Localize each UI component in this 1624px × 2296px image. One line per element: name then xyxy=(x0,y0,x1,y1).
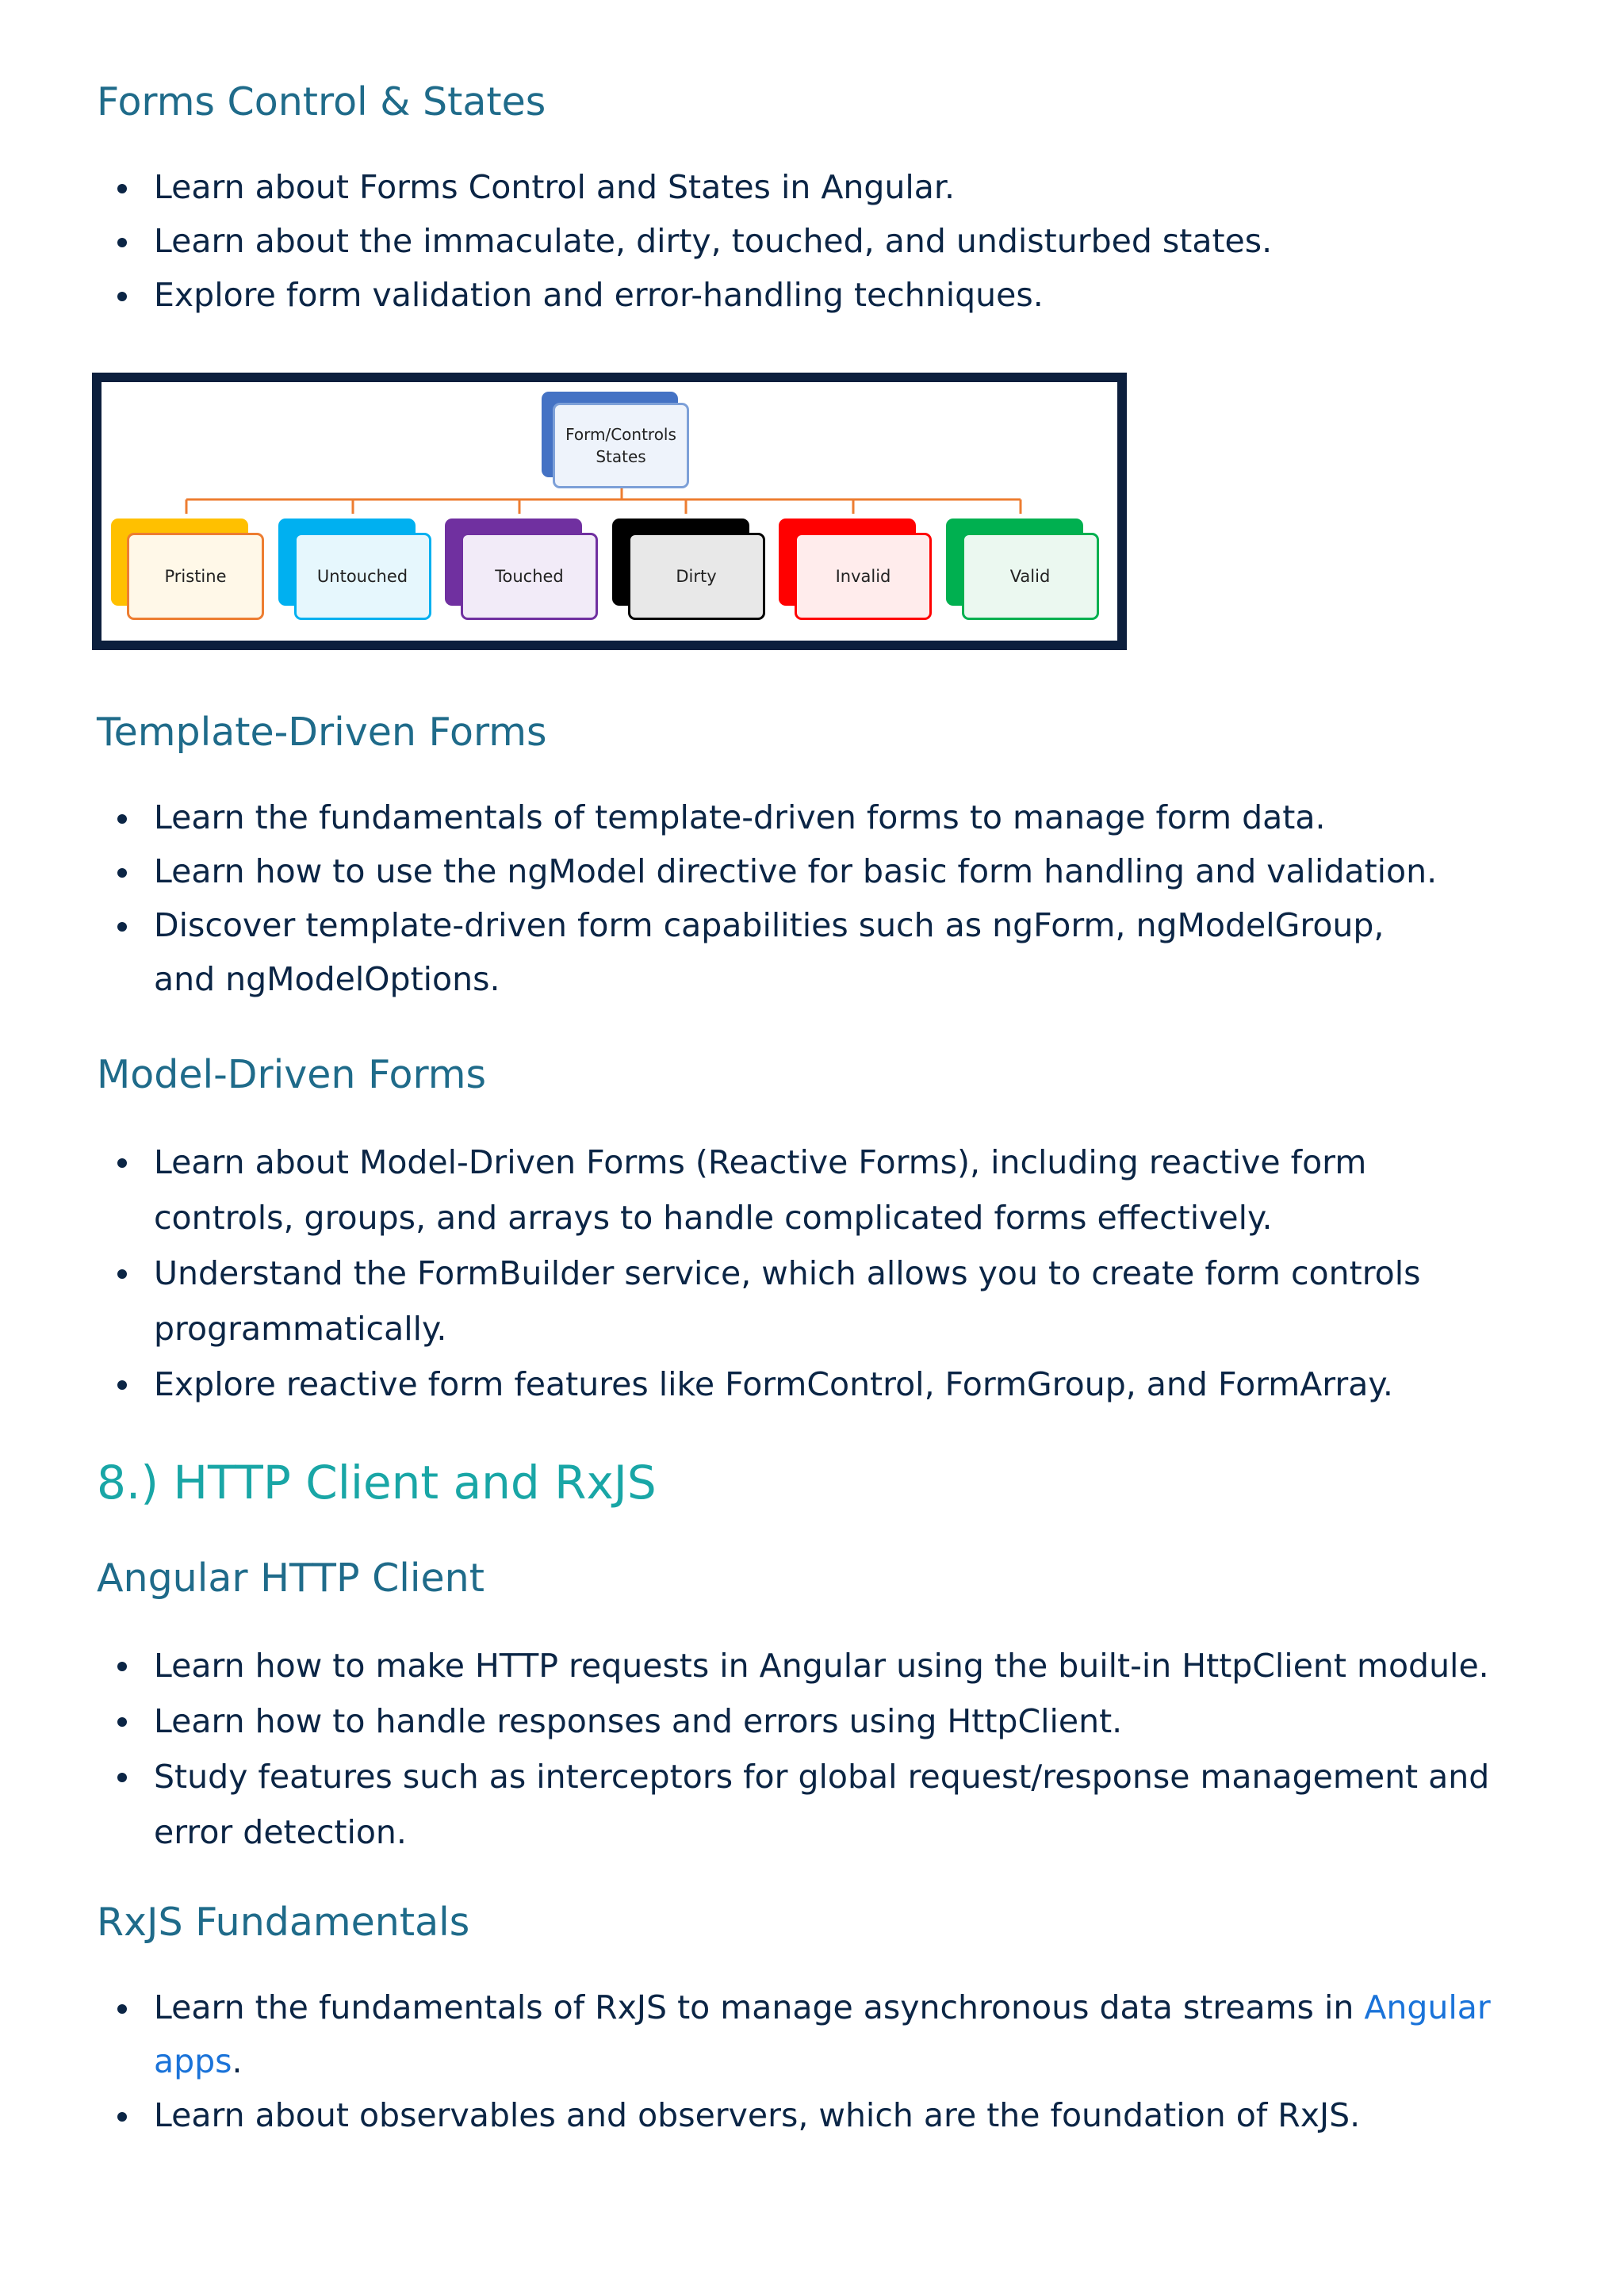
list-item: Understand the FormBuilder service, which allows you to create form controls programmatically. xyxy=(97,1246,1484,1357)
state-node-label: Untouched xyxy=(294,533,431,620)
heading-http-client: Angular HTTP Client xyxy=(97,1556,485,1601)
heading-http-rxjs: 8.) HTTP Client and RxJS xyxy=(97,1456,657,1510)
list-item: Learn the fundamentals of template-driven forms to manage form data. xyxy=(97,790,1445,844)
state-node-untouched xyxy=(278,519,416,615)
heading-template-driven: Template-Driven Forms xyxy=(97,710,547,755)
state-node-label: Pristine xyxy=(127,533,264,620)
list-item-text: Learn the fundamentals of RxJS to manage asynchronous data streams in xyxy=(154,1988,1365,2026)
root-node-line1: Form/Controls xyxy=(565,425,676,444)
state-node-label: Invalid xyxy=(795,533,932,620)
state-node-pristine xyxy=(111,519,248,615)
root-node-box xyxy=(553,403,689,488)
state-node-dirty xyxy=(612,519,749,615)
root-node xyxy=(542,392,684,480)
list-http-client xyxy=(97,1638,1540,1860)
root-node-line2: States xyxy=(596,447,646,466)
state-node-invalid xyxy=(779,519,916,615)
list-item: Learn how to handle responses and errors using HttpClient. xyxy=(97,1693,1540,1749)
list-rxjs xyxy=(97,1980,1540,2142)
list-item: Learn how to use the ngModel directive for basic form handling and validation. xyxy=(97,844,1445,898)
list-item-end: . xyxy=(232,2042,243,2080)
list-template-driven xyxy=(97,790,1445,1006)
list-item: Learn about Forms Control and States in Angular. xyxy=(97,160,1540,214)
list-forms-control xyxy=(97,160,1540,322)
heading-rxjs: RxJS Fundamentals xyxy=(97,1900,470,1945)
list-item: Study features such as interceptors for global request/response management and error detection. xyxy=(97,1749,1540,1860)
heading-model-driven: Model-Driven Forms xyxy=(97,1052,487,1097)
state-node-label: Dirty xyxy=(628,533,765,620)
list-model-driven xyxy=(97,1135,1484,1412)
list-item xyxy=(97,1980,1540,2088)
list-item: Learn about observables and observers, which are the foundation of RxJS. xyxy=(97,2088,1540,2142)
form-states-diagram xyxy=(92,373,1127,650)
list-item: Explore form validation and error-handling techniques. xyxy=(97,268,1540,322)
state-node-valid xyxy=(946,519,1083,615)
list-item: Discover template-driven form capabilities such as ngForm, ngModelGroup, and ngModelOptions. xyxy=(97,898,1445,1006)
list-item: Learn how to make HTTP requests in Angular using the built-in HttpClient module. xyxy=(97,1638,1540,1693)
list-item: Explore reactive form features like FormControl, FormGroup, and FormArray. xyxy=(97,1357,1484,1412)
list-item: Learn about the immaculate, dirty, touched, and undisturbed states. xyxy=(97,214,1540,268)
heading-forms-control: Forms Control & States xyxy=(97,79,546,124)
angular-apps-link[interactable]: Angular apps xyxy=(154,1988,1491,2080)
list-item: Learn about Model-Driven Forms (Reactive Forms), including reactive form controls, groups, and arrays to handle complicated forms effectively. xyxy=(97,1135,1484,1246)
state-node-label: Valid xyxy=(962,533,1099,620)
state-node-touched xyxy=(445,519,582,615)
state-node-label: Touched xyxy=(461,533,598,620)
